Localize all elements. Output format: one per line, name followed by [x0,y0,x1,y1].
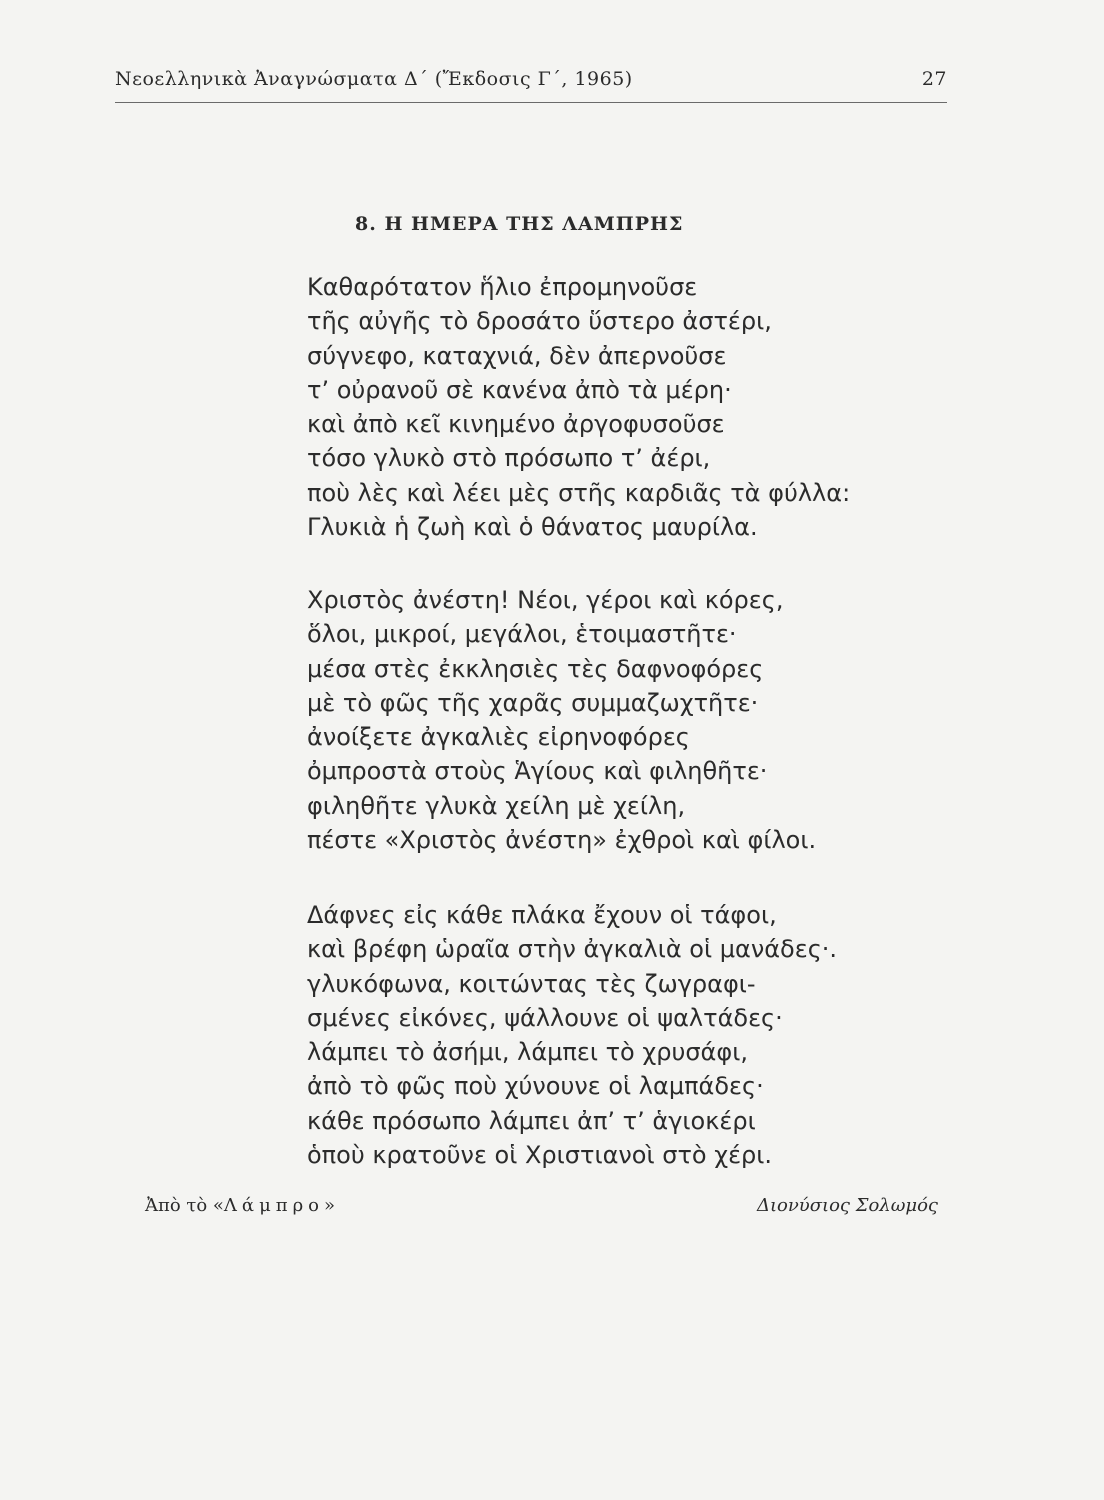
verse-line: πέστε «Χριστὸς ἀνέστη» ἐχθροὶ καὶ φίλοι. [307,826,817,855]
verse-line: τόσο γλυκὸ στὸ πρόσωπο τ’ ἀέρι, [307,444,711,473]
verse-line: ἀνοίξετε ἀγκαλιὲς εἰρηνοφόρες [307,723,690,752]
verse-line: ὅλοι, μικροί, μεγάλοι, ἑτοιμαστῆτε· [307,620,737,649]
verse-line: γλυκόφωνα, κοιτώντας τὲς ζωγραφι- [307,969,756,998]
verse-line: ποὺ λὲς καὶ λέει μὲς στῆς καρδιᾶς τὰ φύλλα: [307,478,851,507]
verse-line: φιληθῆτε γλυκὰ χείλη μὲ χείλη, [307,791,686,820]
verse-line: Γλυκιὰ ἡ ζωὴ καὶ ὁ θάνατος μαυρίλα. [307,513,758,542]
stanza-1 [307,270,850,544]
page-number: 27 [921,68,947,90]
stanza-3 [307,898,837,1172]
verse-line: Χριστὸς ἀνέστη! Νέοι, γέροι καὶ κόρες, [307,586,784,614]
verse-line: ὁποὺ κρατοῦνε οἱ Χριστιανοὶ στὸ χέρι. [307,1141,773,1170]
verse-line: Δάφνες εἰς κάθε πλάκα ἔχουν οἱ τάφοι, [307,901,777,929]
verse-line: ὀμπροστὰ στοὺς Ἁγίους καὶ φιληθῆτε· [307,757,768,786]
verse-line: καὶ ἀπὸ κεῖ κινημένο ἀργοφυσοῦσε [307,410,725,439]
verse-line: μέσα στὲς ἐκκλησιὲς τὲς δαφνοφόρες [307,654,764,683]
book-title: Νεοελληνικὰ Ἀναγνώσματα Δ΄ (Ἔκδοσις Γ΄, 1965) [115,68,633,90]
verse-line: τῆς αὐγῆς τὸ δροσάτο ὕστερο ἀστέρι, [307,307,772,336]
verse-line: καὶ βρέφη ὡραῖα στὴν ἀγκαλιὰ οἱ μανάδες·. [307,935,838,964]
source-suffix: » [324,1195,336,1216]
verse-line: τ’ οὐρανοῦ σὲ κανένα ἀπὸ τὰ μέρη· [307,375,732,404]
author-name: Διονύσιος Σολωμός [756,1195,938,1216]
verse-line: λάμπει τὸ ἀσήμι, λάμπει τὸ χρυσάφι, [307,1038,748,1067]
source-citation [145,1195,335,1216]
verse-line: σύγνεφο, καταχνιά, δὲν ἀπερνοῦσε [307,341,727,370]
verse-line: μὲ τὸ φῶς τῆς χαρᾶς συμμαζωχτῆτε· [307,688,759,717]
page-header [115,62,947,103]
verse-line: ἀπὸ τὸ φῶς ποὺ χύνουνε οἱ λαμπάδες· [307,1072,764,1101]
source-work-title: Λάμπρο [223,1195,325,1216]
poem-title: 8. Η ΗΜΕΡΑ ΤΗΣ ΛΑΜΠΡΗΣ [355,213,684,235]
verse-line: κάθε πρόσωπο λάμπει ἀπ’ τ’ ἁγιοκέρι [307,1106,756,1135]
stanza-2 [307,583,816,857]
verse-line: σμένες εἰκόνες, ψάλλουνε οἱ ψαλτάδες· [307,1003,783,1032]
verse-line: Καθαρότατον ἥλιο ἐπρομηνοῦσε [307,273,698,301]
source-prefix: Ἀπὸ τὸ « [145,1195,224,1216]
